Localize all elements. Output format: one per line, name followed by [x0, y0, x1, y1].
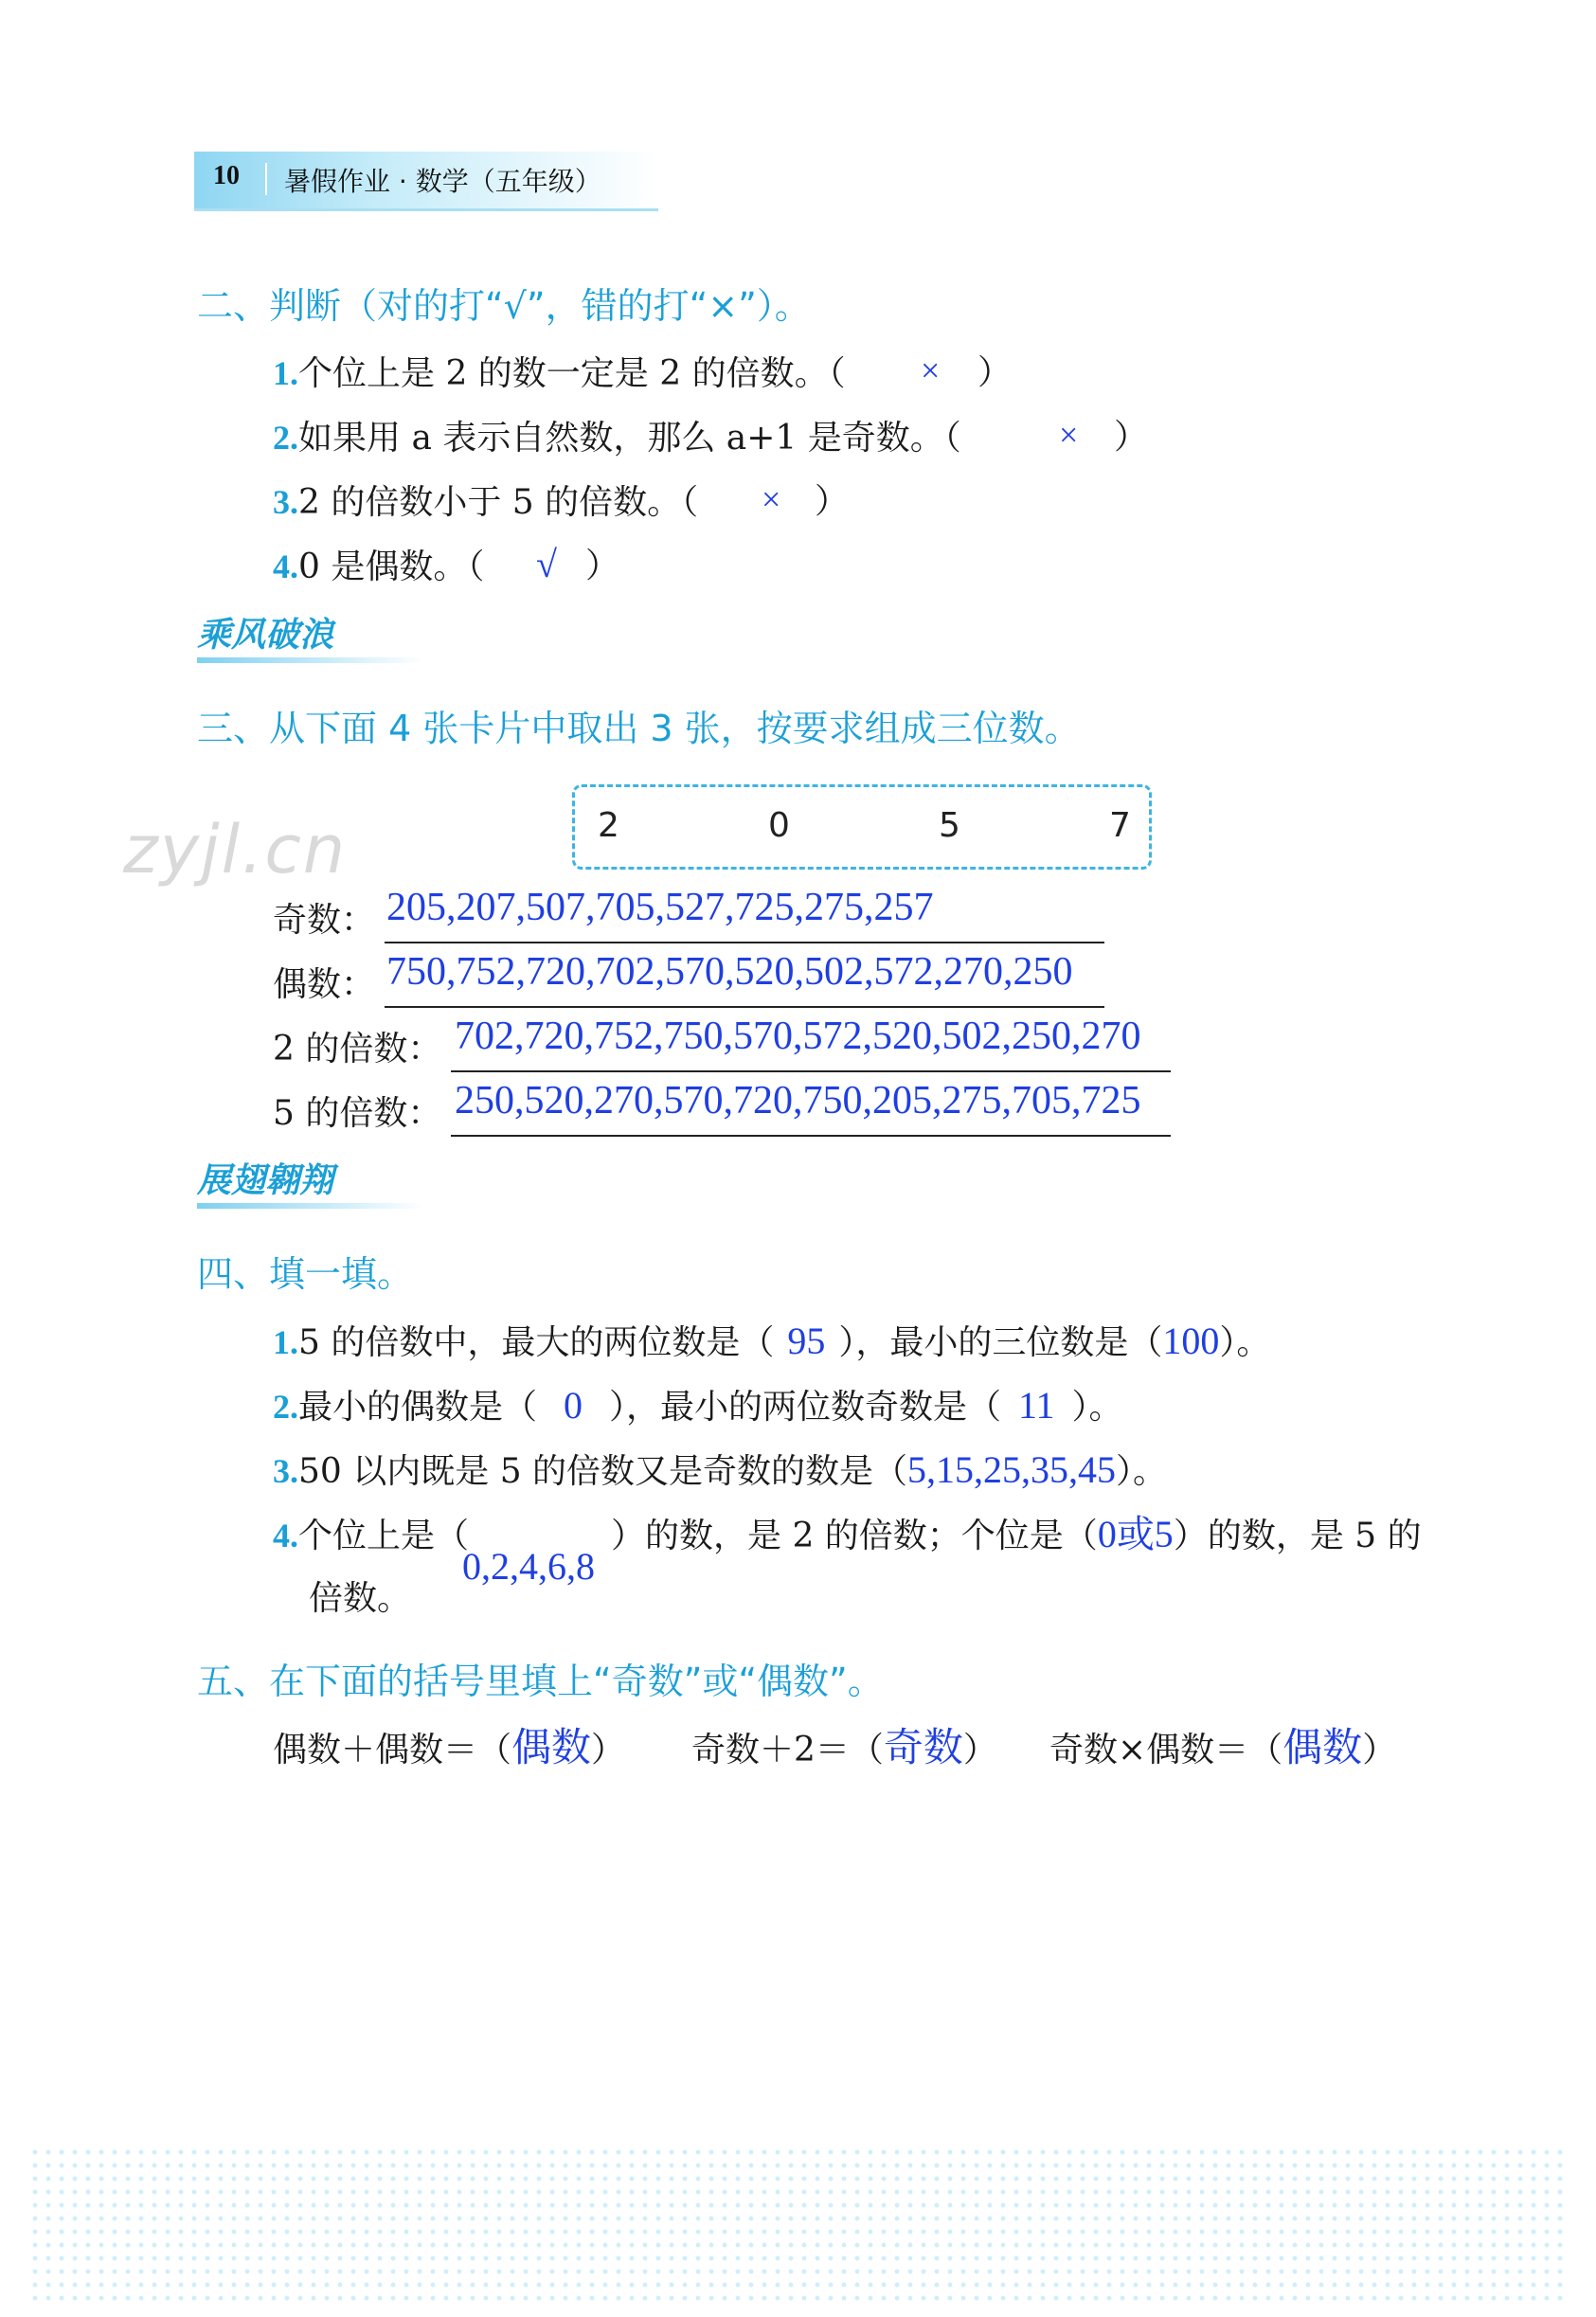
item-text: ）的数，是 5 的: [1173, 1517, 1422, 1555]
item-text: 0 是偶数。（: [298, 548, 485, 586]
judge-answer-3: ×: [762, 480, 781, 518]
fill-item-2: [273, 1385, 1123, 1428]
expression: 奇数＋2＝（: [691, 1731, 884, 1769]
item-text: 个位上是 2 的数一定是 2 的倍数。（: [298, 354, 846, 393]
close-paren: ）: [1362, 1731, 1397, 1769]
parity-answer: 偶数: [1282, 1727, 1363, 1770]
expression: 奇数×偶数＝（: [1049, 1731, 1283, 1769]
multiple5-label: 5 的倍数：: [273, 1094, 442, 1133]
multiple2-answer: 702,720,752,750,570,572,520,502,250,270: [455, 1015, 1141, 1058]
odd-label: 奇数：: [273, 901, 376, 940]
item-text: 最小的偶数是（: [298, 1388, 538, 1427]
item-text: 2 的倍数小于 5 的倍数。（: [298, 483, 699, 522]
item-number: 4.: [273, 548, 298, 585]
page-number: 10: [213, 161, 240, 190]
book-title: 暑假作业 · 数学（五年级）: [284, 166, 601, 197]
expression: 偶数＋偶数＝（: [273, 1731, 512, 1769]
banner-text: 乘风破浪: [197, 616, 334, 655]
item-number: 1.: [273, 1323, 298, 1361]
card-digit: 2: [598, 806, 619, 845]
fill-item-1: [273, 1320, 1270, 1364]
answer-line: [385, 1006, 1104, 1008]
item-text: ）。: [1071, 1388, 1123, 1427]
judge-item-4: [273, 546, 484, 588]
card-digit: 7: [1109, 806, 1131, 845]
even-label: 偶数：: [273, 965, 376, 1004]
fill-answer-digits: 0,2,4,6,8: [462, 1545, 595, 1588]
banner-text: 展翅翱翔: [197, 1161, 334, 1200]
answer-line: [451, 1135, 1171, 1137]
item-text: ）的数，是 2 的倍数；个位是（: [611, 1517, 1098, 1555]
judge-answer-4: √: [536, 543, 557, 585]
judge-item-2: [273, 417, 961, 459]
close-paren: ）: [585, 547, 620, 585]
close-paren: ）: [815, 482, 850, 521]
close-paren: ）: [977, 353, 1013, 392]
parity-item-3: [1049, 1728, 1396, 1771]
card-digit: 0: [768, 806, 790, 845]
parity-answer: 奇数: [883, 1727, 963, 1770]
header-divider: [265, 163, 267, 195]
item-number: 4.: [273, 1517, 298, 1554]
card-digit: 5: [939, 806, 960, 845]
item-text: 5 的倍数中，最大的两位数是（: [298, 1323, 775, 1362]
item-text: 50 以内既是 5 的倍数又是奇数的数是（: [298, 1452, 908, 1491]
odd-answer: 205,207,507,705,527,725,275,257: [386, 886, 934, 929]
section3-title: 三、从下面 4 张卡片中取出 3 张，按要求组成三位数。: [197, 708, 1081, 749]
section5-title: 五、在下面的括号里填上“奇数”或“偶数”。: [197, 1661, 884, 1702]
section4-title: 四、填一填。: [197, 1253, 414, 1295]
multiple5-answer: 250,520,270,570,720,750,205,275,705,725: [455, 1079, 1141, 1123]
fill-answer: 100: [1162, 1320, 1220, 1362]
fill-item-4-continued: 倍数。: [309, 1579, 412, 1618]
decorative-dot-pattern: [28, 2146, 1568, 2307]
item-number: 3.: [273, 1452, 298, 1490]
judge-item-1: [273, 352, 846, 395]
judge-answer-2: ×: [1059, 416, 1079, 454]
banner-underline: [197, 657, 424, 663]
item-number: 1.: [273, 354, 298, 392]
section2-title: 二、判断（对的打“√”，错的打“×”）。: [197, 285, 811, 327]
fill-answer: 0或5: [1097, 1513, 1174, 1555]
fill-answer: 95: [787, 1320, 826, 1362]
item-text: ），最小的两位数奇数是（: [609, 1388, 1002, 1427]
item-number: 2.: [273, 1388, 298, 1426]
item-text: 个位上是（: [298, 1517, 470, 1555]
fill-answer: 0: [564, 1384, 583, 1427]
fill-answer: 11: [1018, 1384, 1055, 1427]
fill-item-3: [273, 1449, 1167, 1493]
close-paren: ）: [591, 1731, 626, 1769]
judge-item-3: [273, 481, 698, 524]
item-text: ），最小的三位数是（: [838, 1323, 1163, 1362]
item-number: 3.: [273, 483, 298, 521]
even-answer: 750,752,720,702,570,520,502,572,270,250: [386, 950, 1073, 994]
watermark: zyjl.cn: [123, 811, 348, 889]
banner-underline: [197, 1203, 424, 1209]
close-paren: ）: [962, 1731, 997, 1769]
item-text: ）。: [1116, 1452, 1168, 1491]
digit-cards: [572, 784, 1152, 870]
answer-line: [385, 942, 1104, 943]
multiple2-label: 2 的倍数：: [273, 1030, 442, 1069]
parity-item-1: [273, 1728, 625, 1771]
item-text: 如果用 a 表示自然数，那么 a+1 是奇数。（: [298, 419, 961, 458]
judge-answer-1: ×: [921, 351, 941, 389]
item-text: ）。: [1219, 1323, 1271, 1362]
banner-chengfeng: [197, 612, 415, 663]
fill-item-4: [273, 1514, 1422, 1557]
item-number: 2.: [273, 419, 298, 457]
answer-line: [451, 1070, 1171, 1072]
fill-answer: 5,15,25,35,45: [907, 1448, 1117, 1491]
close-paren: ）: [1114, 418, 1149, 457]
parity-item-2: [691, 1728, 997, 1771]
parity-answer: 偶数: [511, 1727, 592, 1770]
banner-zhanchi: [197, 1158, 415, 1209]
